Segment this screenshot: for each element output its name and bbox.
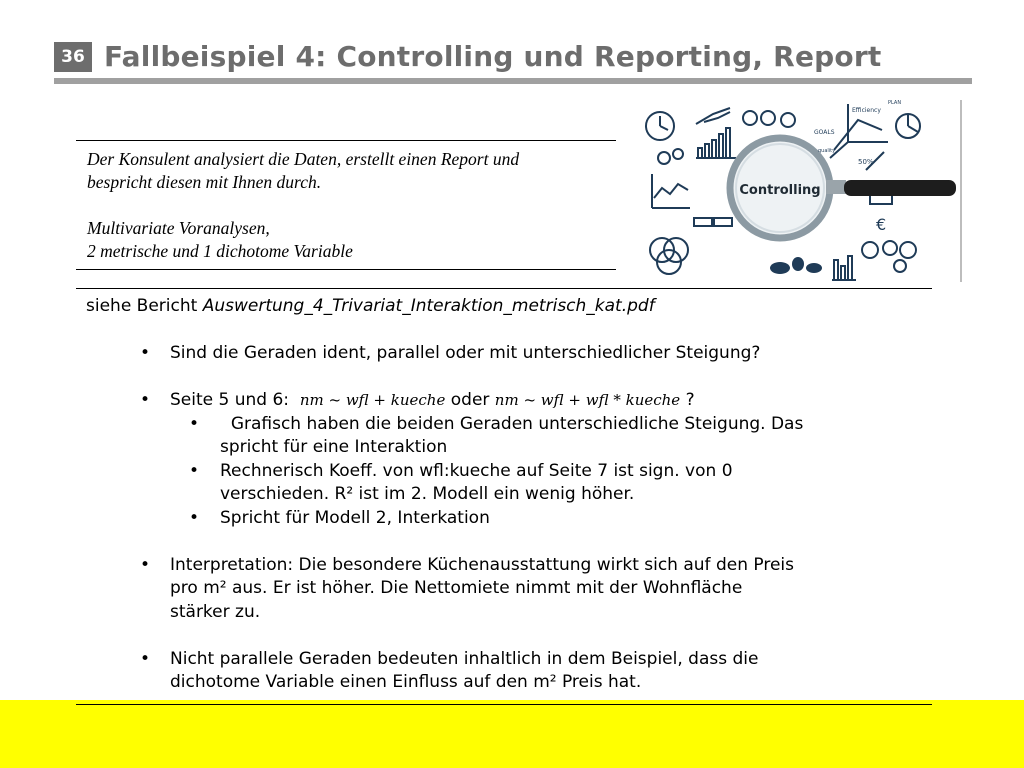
line-chart-icon: [652, 174, 690, 208]
sub-bullet-continuation: spricht für eine Interaktion: [220, 437, 448, 457]
image-border: [960, 100, 962, 282]
intro-line: bespricht diesen mit Ihnen durch.: [87, 172, 322, 192]
bar-chart-icon: [832, 256, 856, 280]
intro-line: Der Konsulent analysiert die Daten, erstellt einen Report und: [87, 149, 520, 169]
venn-icon: [650, 238, 688, 274]
pie-chart-icon: [896, 114, 920, 138]
magnifying-glass-icon: [730, 138, 956, 238]
clock-icon: [646, 112, 674, 140]
controlling-word: Controlling: [739, 183, 821, 198]
sub-bullet-item: • Spricht für Modell 2, Interkation: [189, 507, 490, 528]
report-reference: siehe Bericht Auswertung_4_Trivariat_Interaktion_metrisch_kat.pdf: [86, 296, 655, 316]
svg-text:Efficiency: Efficiency: [852, 107, 881, 114]
footer-rule: [76, 704, 932, 705]
growth-chart-icon: [696, 108, 736, 158]
intro-text: [87, 148, 607, 263]
svg-text:GOALS: GOALS: [814, 129, 835, 136]
bullet-continuation: stärker zu.: [170, 601, 261, 622]
section-rule: [76, 288, 932, 289]
formula: nm ~ wfl + kueche: [299, 391, 446, 409]
intro-line: 2 metrische und 1 dichotome Variable: [87, 241, 353, 261]
slide-title: Fallbeispiel 4: Controlling und Reporting, Report: [104, 40, 882, 73]
report-filename: Auswertung_4_Trivariat_Interaktion_metrisch_kat.pdf: [202, 296, 655, 316]
world-map-icon: [770, 257, 822, 274]
sub-bullet-continuation: verschieden. R² ist im 2. Modell ein wenig höher.: [220, 484, 635, 504]
footer-bar: [0, 700, 1024, 768]
sub-bullet-item: • Rechnerisch Koeff. von wfl:kueche auf Seite 7 ist sign. von 0: [189, 460, 733, 481]
bullet-item: • Nicht parallele Geraden bedeuten inhaltlich in dem Beispiel, dass die: [140, 648, 759, 669]
intro-line: Multivariate Voranalysen,: [87, 218, 270, 238]
intro-top-rule: [76, 140, 616, 141]
svg-text:50%: 50%: [858, 158, 874, 166]
slide-number-badge: 36: [54, 42, 92, 72]
formula: nm ~ wfl + wfl * kueche: [494, 391, 681, 409]
bullet-continuation: pro m² aus. Er ist höher. Die Nettomiete nimmt mit der Wohnfläche: [170, 578, 743, 598]
smiley-icon: [743, 111, 795, 127]
gears-icon: [658, 149, 683, 164]
euro-icon: €: [876, 215, 887, 234]
intro-bottom-rule: [76, 269, 616, 270]
bullet-continuation: dichotome Variable einen Einfluss auf den m² Preis hat.: [170, 672, 642, 692]
bullet-item: • Interpretation: Die besondere Küchenausstattung wirkt sich auf den Preis: [140, 554, 794, 575]
bullet-item: • Sind die Geraden ident, parallel oder mit unterschiedlicher Steigung?: [140, 343, 761, 363]
body-text: [86, 295, 936, 695]
title-underline: [54, 78, 972, 84]
svg-text:PLAN: PLAN: [888, 100, 902, 106]
controlling-illustration: [638, 100, 960, 282]
sub-bullet-item: • Grafisch haben die beiden Geraden unterschiedliche Steigung. Das: [189, 413, 804, 434]
bullet-item: • Seite 5 und 6: nm ~ wfl + kueche oder nm ~ wfl + wfl * kueche ?: [140, 390, 695, 410]
gears-icon: [862, 241, 916, 272]
svg-text:quality: quality: [818, 148, 836, 154]
